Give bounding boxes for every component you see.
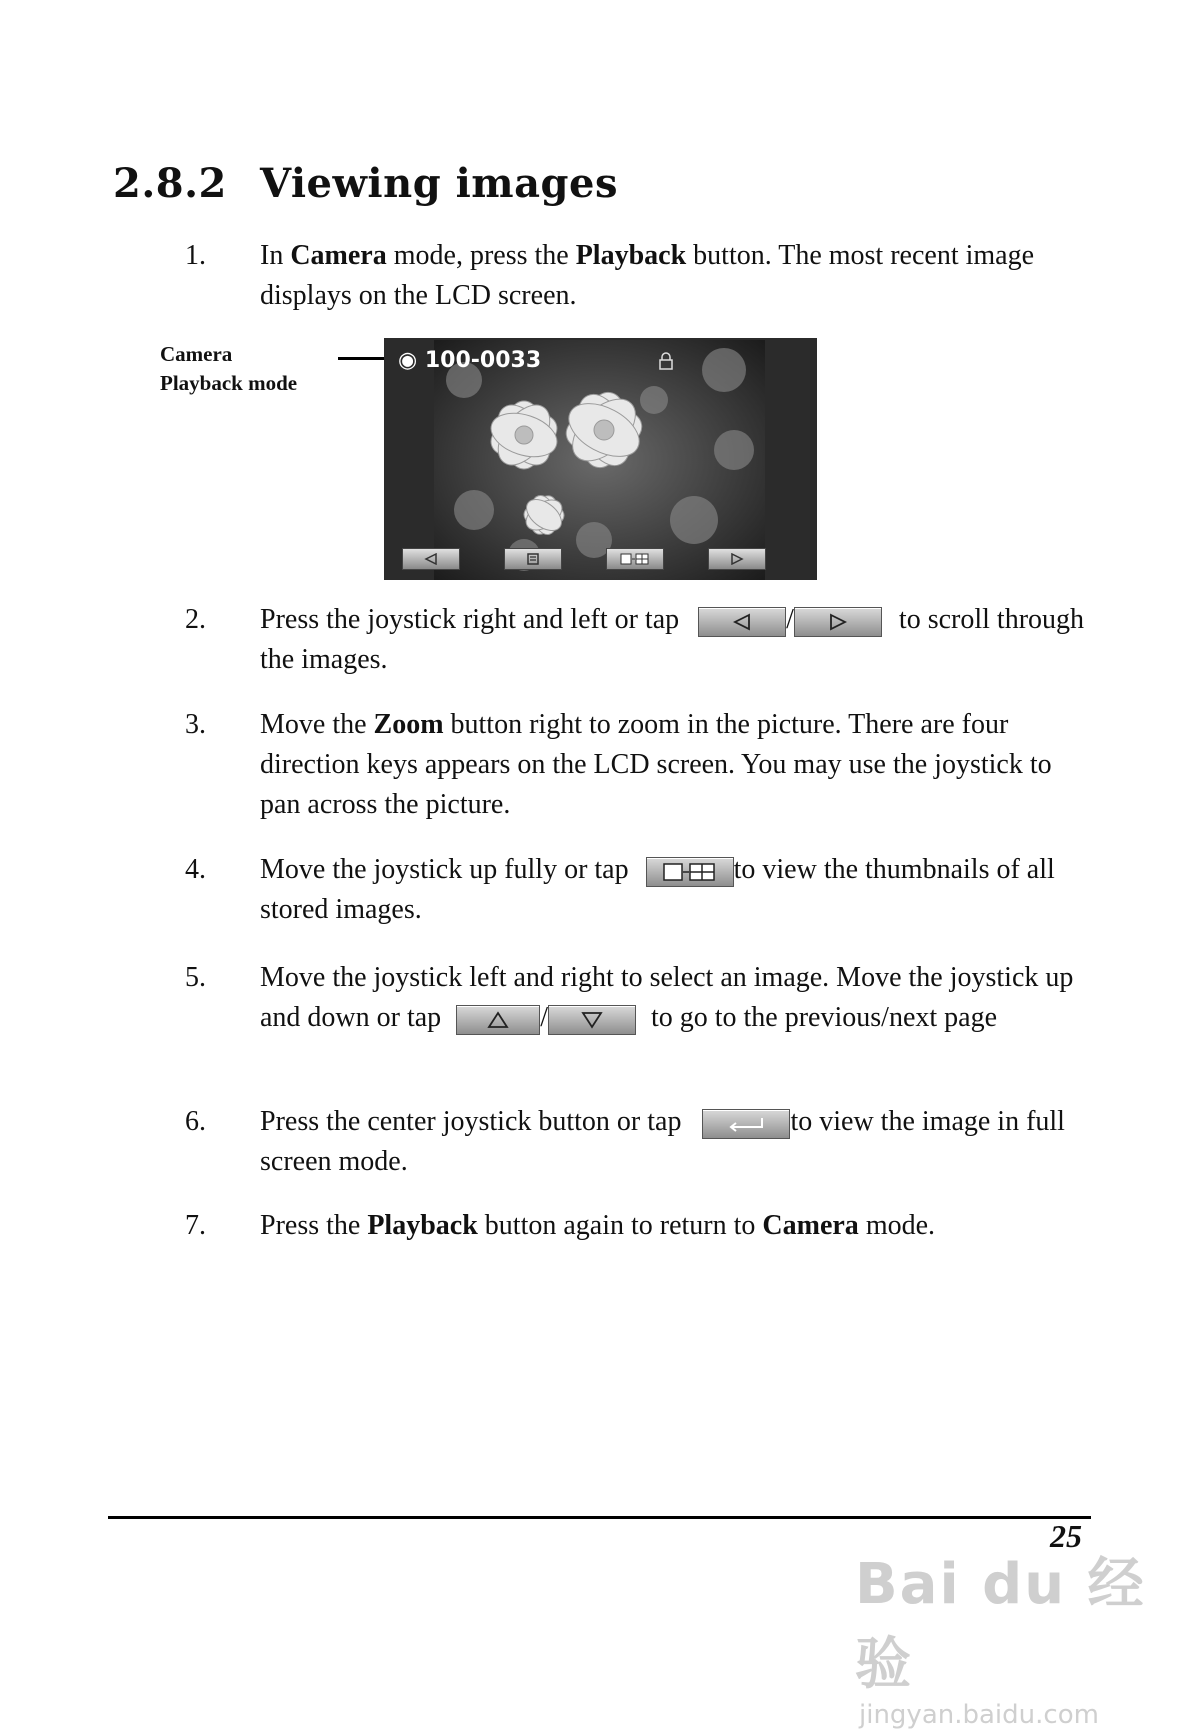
step-text: Press the center joystick button or tap to view the image in full screen mode. [260,1106,1065,1177]
camera-playback-callout: Camera Playback mode [160,342,298,395]
section-title: Viewing images [260,160,618,207]
lcd-toolbar [384,548,817,572]
lock-icon [659,352,673,370]
prev-image-button[interactable] [698,607,786,637]
step-number: 4. [185,854,206,885]
watermark-url: jingyan.baidu.com [859,1700,1099,1730]
next-page-button[interactable] [548,1005,636,1035]
previous-page-button[interactable] [456,1005,540,1035]
step-number: 2. [185,604,206,635]
step-text: In Camera mode, press the Playback button. The most recent image displays on the LCD screen. [260,240,1035,311]
menu-icon [526,552,540,566]
triangle-right-icon [730,553,744,565]
triangle-down-icon [581,1011,603,1029]
step-text: Press the Playback button again to return to Camera mode. [260,1210,936,1241]
thumbnail-view-button[interactable] [646,857,734,887]
flower-photo [434,340,765,580]
step-number: 1. [185,240,206,271]
thumbnail-icon [620,552,650,566]
baidu-watermark [855,1540,1192,1730]
step-text: Move the Zoom button right to zoom in the picture. There are four direction keys appears on the LCD screen. You may use the joystick to pan across the picture. [260,709,1052,820]
section-number: 2.8.2 [113,160,227,207]
enter-button[interactable] [702,1109,790,1139]
step-text: Move the joystick left and right to select an image. Move the joystick up and down or tap / to go to the previous/next page [260,962,1074,1033]
step-text: Press the joystick right and left or tap / to scroll through the images. [260,604,1085,675]
triangle-left-icon [424,553,438,565]
step-number: 6. [185,1106,206,1137]
triangle-left-icon [732,613,752,631]
triangle-right-icon [828,613,848,631]
lcd-screen [384,338,817,580]
playback-status [398,348,541,373]
triangle-up-icon [487,1011,509,1029]
step-number: 3. [185,709,206,740]
step-number: 7. [185,1210,206,1241]
thumbnail-icon [662,861,718,883]
file-number: 100-0033 [424,348,542,373]
next-image-button[interactable] [794,607,882,637]
page-number: 25 [1050,1518,1082,1554]
lcd-next-button[interactable] [708,548,766,570]
enter-icon [726,1116,766,1132]
lcd-prev-button[interactable] [402,548,460,570]
lcd-thumbnail-button[interactable] [606,548,664,570]
footer-rule [108,1516,1091,1519]
step-text: Move the joystick up fully or tap to view the thumbnails of all stored images. [260,854,1055,925]
lcd-menu-button[interactable] [504,548,562,570]
camera-mode-icon: ◉ [398,348,418,373]
watermark-brand: Bai du 经验 [855,1552,1146,1697]
step-number: 5. [185,962,206,993]
